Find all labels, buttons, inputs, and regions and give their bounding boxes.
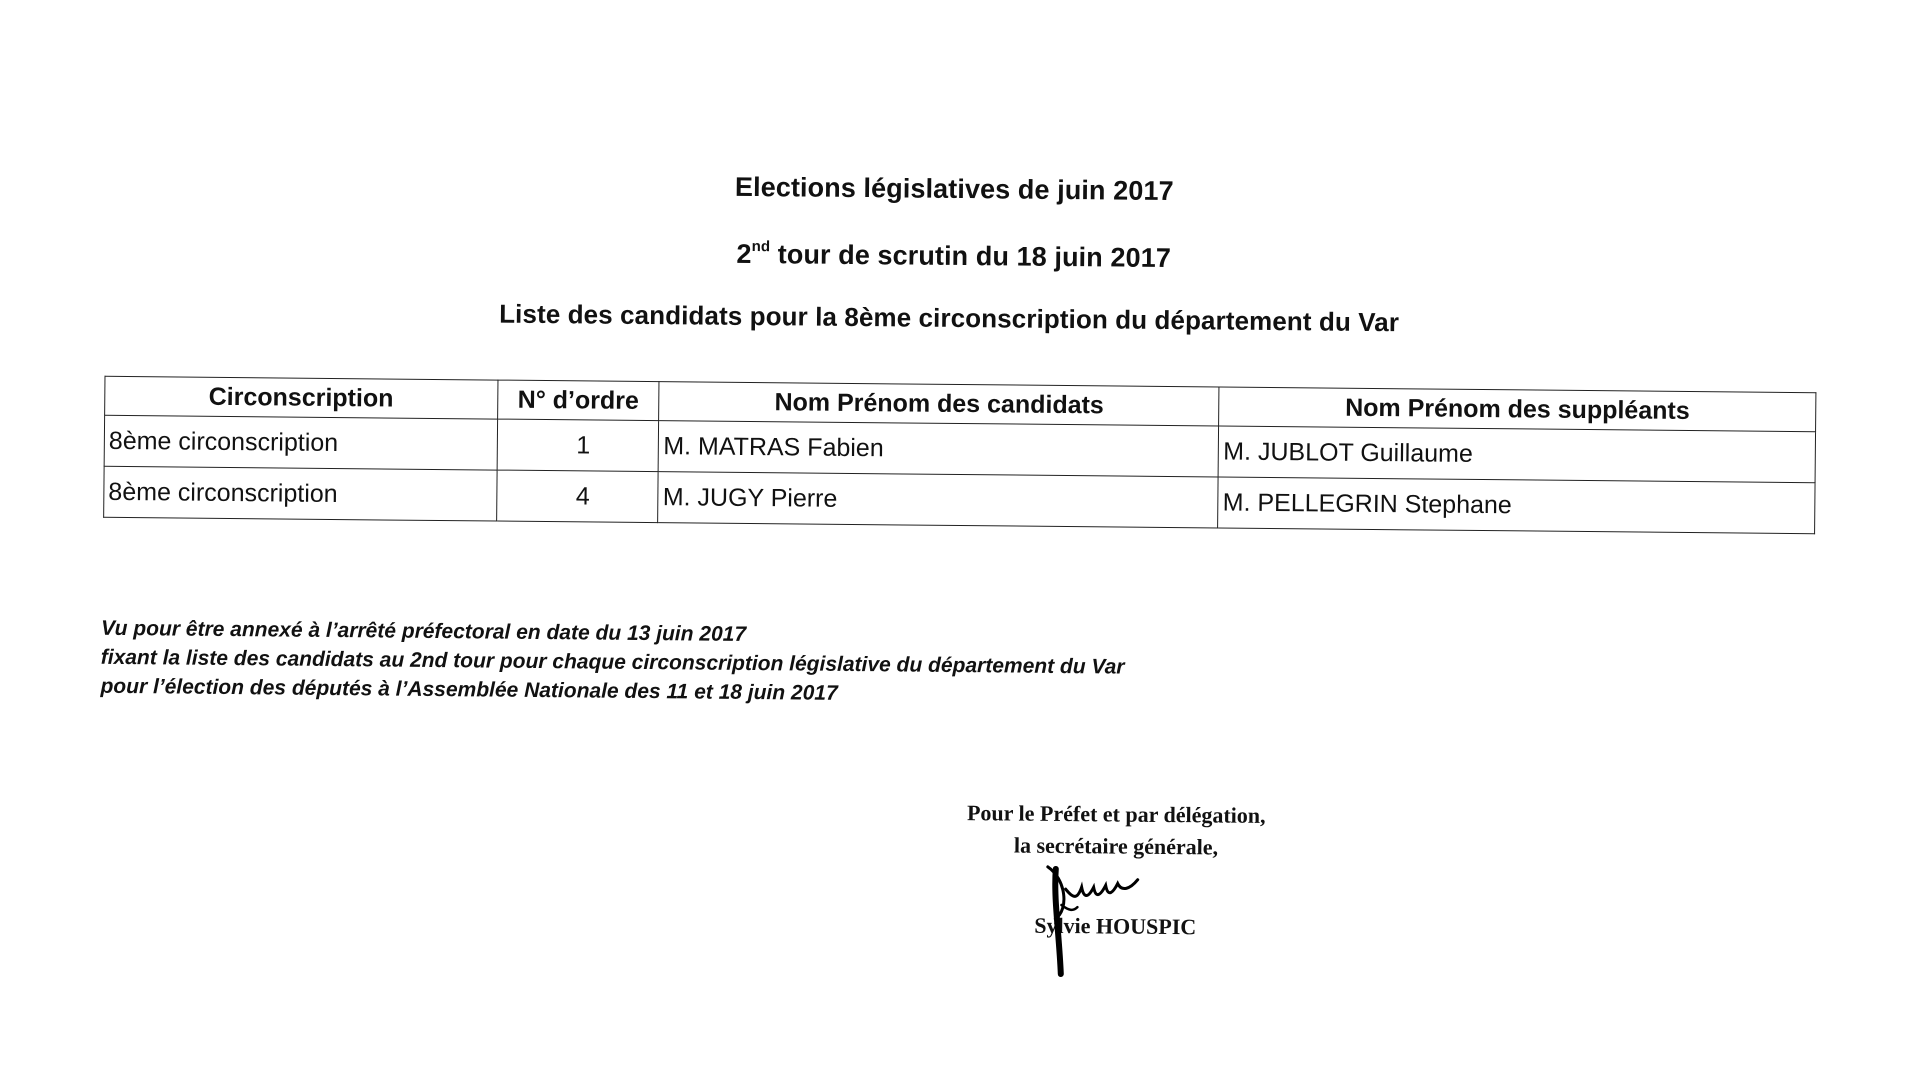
cell-circonscription: 8ème circonscription	[104, 415, 497, 470]
handwritten-signature-icon	[1025, 849, 1186, 981]
cell-suppleant: M. PELLEGRIN Stephane	[1218, 477, 1815, 534]
round-suffix: nd	[751, 237, 771, 256]
signatory-name: Sylvie HOUSPIC	[1034, 912, 1197, 940]
candidates-table	[103, 376, 1816, 534]
signature-line-1: Pour le Préfet et par délégation,	[966, 800, 1266, 828]
annex-note-line: Vu pour être annexé à l’arrêté préfectoral en date du 13 juin 2017	[100, 616, 747, 646]
cell-candidat: M. JUGY Pierre	[658, 472, 1218, 528]
annex-note	[100, 614, 1125, 711]
document-title: Elections législatives de juin 2017	[734, 171, 1174, 207]
round-title	[0, 231, 1914, 281]
list-subtitle: Liste des candidats pour la 8ème circonscription du département du Var	[499, 298, 1400, 338]
cell-ordre: 1	[497, 419, 659, 472]
cell-circonscription: 8ème circonscription	[104, 466, 497, 521]
column-header-candidats: Nom Prénom des candidats	[659, 382, 1219, 426]
cell-suppleant: M. JUBLOT Guillaume	[1218, 426, 1815, 483]
column-header-suppleants: Nom Prénom des suppléants	[1219, 387, 1816, 432]
annex-note-line: fixant la liste des candidats au 2nd tour pour chaque circonscription législative du département du Var	[100, 645, 1125, 679]
cell-candidat: M. MATRAS Fabien	[659, 421, 1219, 477]
round-rest: tour de scrutin du 18 juin 2017	[769, 239, 1172, 274]
column-header-circonscription: Circonscription	[105, 376, 498, 419]
round-number: 2	[736, 238, 752, 269]
annex-note-line: pour l’élection des députés à l’Assemblée Nationale des 11 et 18 juin 2017	[100, 674, 838, 705]
cell-ordre: 4	[496, 470, 658, 523]
column-header-ordre: N° d’ordre	[497, 380, 659, 421]
signature-line-2: la secrétaire générale,	[1013, 832, 1219, 860]
